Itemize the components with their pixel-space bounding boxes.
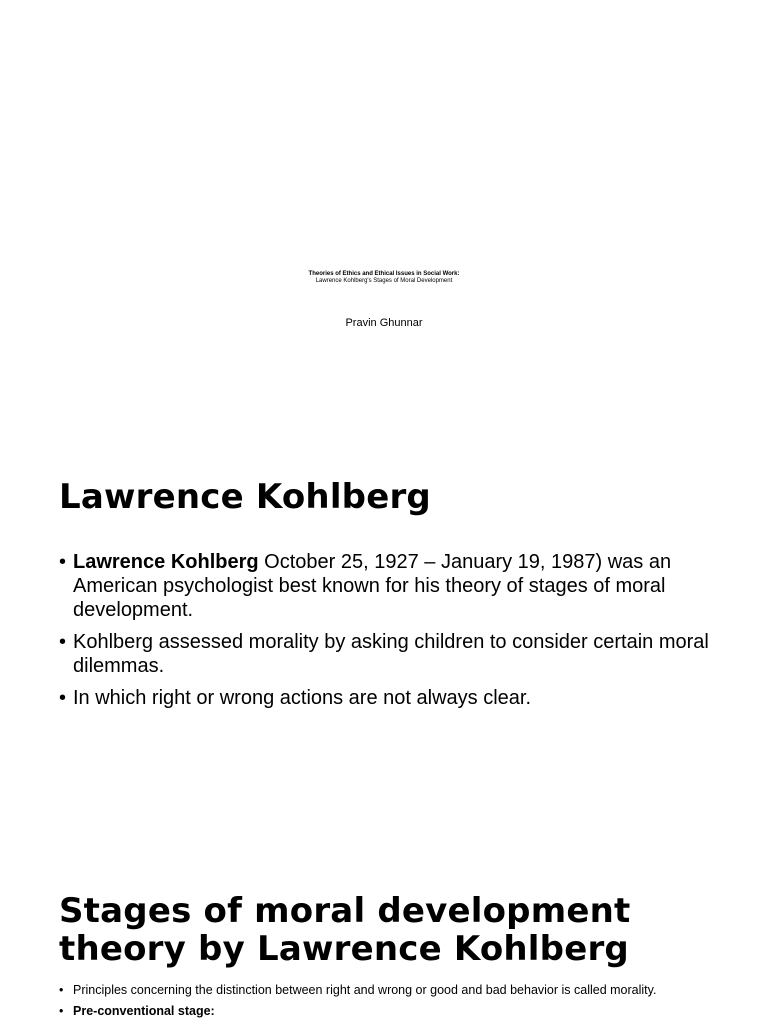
bullet-item	[59, 686, 719, 710]
bullet-item	[59, 1003, 719, 1019]
title-slide	[0, 0, 768, 432]
presenter-name: Pravin Ghunnar	[345, 317, 423, 329]
slide-heading: Stages of moral development theory by Lawrence Kohlberg	[59, 891, 631, 969]
bullet-icon: •	[59, 551, 67, 573]
bullet-bold-text: Pre-conventional stage:	[73, 1004, 215, 1018]
stages-slide	[0, 864, 768, 1024]
bullet-icon: •	[59, 687, 67, 709]
deck-title-line-2: Lawrence Kohlberg's Stages of Moral Development	[315, 278, 453, 284]
bullet-text: October 25, 1927 – January 19, 1987) was an American psychologist best known for his theory of stages of moral development.	[73, 551, 672, 621]
bullet-bold-text: Lawrence Kohlberg	[73, 551, 259, 573]
slide-heading: Lawrence Kohlberg	[59, 477, 431, 517]
bullet-text: Principles concerning the distinction between right and wrong or good and bad behavior is called morality.	[73, 983, 657, 997]
bullet-icon: •	[59, 1004, 64, 1018]
bullet-item	[59, 982, 719, 998]
bullet-icon: •	[59, 983, 64, 997]
bullet-list	[59, 982, 719, 1024]
bullet-item	[59, 550, 719, 622]
deck-title-line-1: Theories of Ethics and Ethical Issues in Social Work:	[308, 271, 460, 277]
bullet-text: In which right or wrong actions are not always clear.	[73, 687, 531, 709]
deck-title	[0, 271, 768, 285]
kohlberg-slide	[0, 432, 768, 864]
bullet-item	[59, 630, 719, 678]
bullet-icon: •	[59, 631, 67, 653]
bullet-text: Kohlberg assessed morality by asking children to consider certain moral dilemmas.	[73, 631, 709, 677]
bullet-list	[59, 550, 719, 718]
